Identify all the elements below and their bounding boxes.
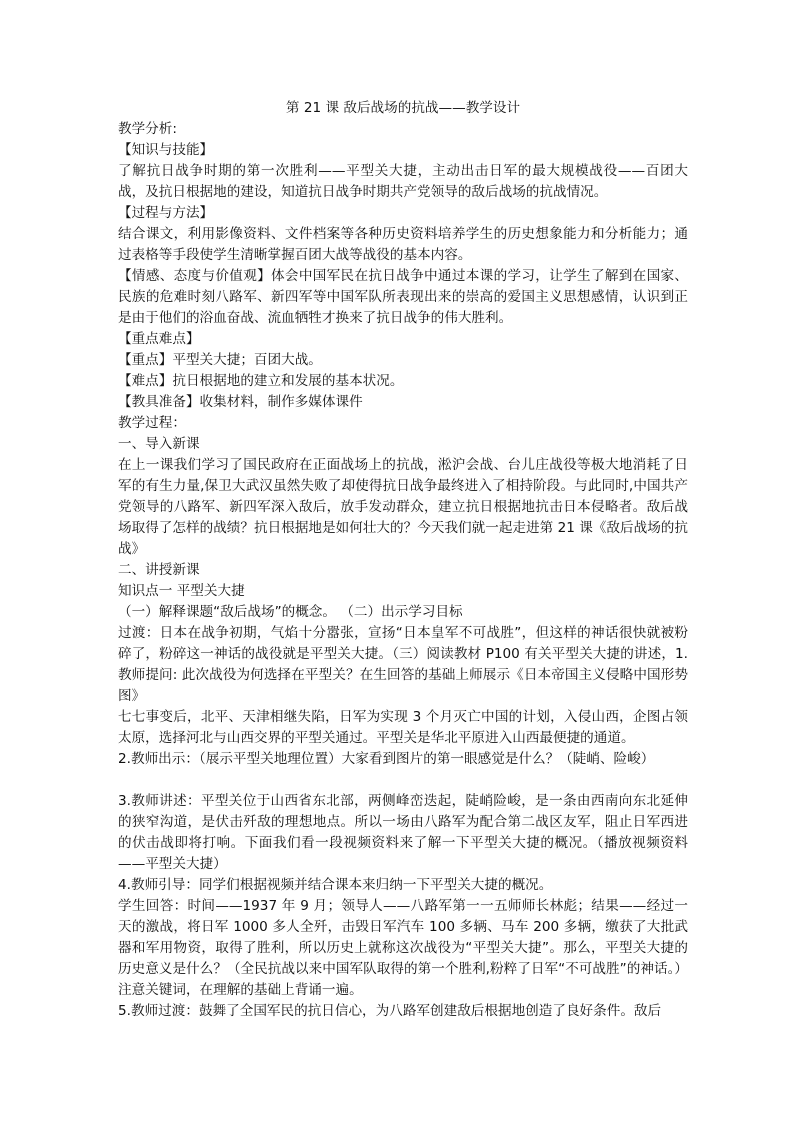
blank-line	[118, 770, 688, 791]
introduction-heading: 一、导入新课	[118, 436, 200, 452]
knowledge-skills-heading: 【知识与技能】	[118, 142, 214, 158]
teacher-guidance-text: 4.教师引导：同学们根据视频并结合课本来归纳一下平型关大捷的概况。	[118, 877, 553, 893]
process-method-heading: 【过程与方法】	[118, 205, 214, 221]
new-lesson-heading: 二、讲授新课	[118, 562, 200, 578]
teaching-analysis-heading: 教学分析:	[118, 121, 177, 137]
teaching-aids-text: 【教具准备】收集材料，制作多媒体课件	[118, 394, 363, 410]
july-seventh-text: 七七事变后，北平、天津相继失陷，日军为实现 3 个月灭亡中国的计划，入侵山西，企图占领太原，选择河北与山西交界的平型关通过。平型关是华北平原进入山西最便捷的通道。	[118, 709, 688, 746]
key-difficulty-heading: 【重点难点】	[118, 331, 200, 347]
difficulty-text: 【难点】抗日根据地的建立和发展的基本状况。	[118, 373, 404, 389]
process-method-text: 结合课文，利用影像资料、文件档案等各种历史资料培养学生的历史想象能力和分析能力；通过表格等手段使学生清晰掌握百团大战等战役的基本内容。	[118, 226, 688, 263]
teacher-narration-text: 3.教师讲述：平型关位于山西省东北部，两侧峰峦迭起，陡峭险峻，是一条由西南向东北延伸的狭窄沟道，是伏击歼敌的理想地点。所以一场由八路军为配合第二战区友军，阻止日军西进的伏击战即将打响。下面我们看一段视频资料来了解一下平型关大捷的概况。（播放视频资料——平型关大捷）	[118, 793, 688, 872]
teacher-transition-text: 5.教师过渡：鼓舞了全国军民的抗日信心，为八路军创建敌后根据地创造了良好条件。敌后	[118, 1003, 662, 1019]
student-answer-text: 学生回答：时间——1937 年 9 月；领导人——八路军第一一五师师长林彪；结果——经过一天的激战，将日军 1000 多人全歼，击毁日军汽车 100 多辆、马车 200 多辆，缴获了大批武器和军用物资，取得了胜利，所以历史上就称这次战役为“平型关大捷”。那么，平型关大捷的历史意义是什么？（全民抗战以来中国军队取得的第一个胜利,粉粹了日军“不可战胜”的神话。）注意关键词，在理解的基础上背诵一遍。	[118, 898, 688, 998]
document-title: 第 21 课 敌后战场的抗战——教学设计	[285, 100, 521, 116]
knowledge-skills-text: 了解抗日战争时期的第一次胜利——平型关大捷，主动出击日军的最大规模战役——百团大战，及抗日根据地的建设，知道抗日战争时期共产党领导的敌后战场的抗战情况。	[118, 163, 688, 200]
knowledge-point-one-heading: 知识点一 平型关大捷	[118, 583, 245, 599]
transition-text: 过渡：日本在战争初期，气焰十分嚣张，宣扬“日本皇军不可战胜”，但这样的神话很快就被粉碎了，粉碎这一神话的战役就是平型关大捷。（三）阅读教材 P100 有关平型关大捷的讲述，1.教师提问: 此次战役为何选择在平型关？在生回答的基础上师展示《日本帝国主义侵略中国形势图》	[118, 625, 688, 704]
teacher-shows-text: 2.教师出示：（展示平型关地理位置）大家看到图片的第一眼感觉是什么？（陡峭、险峻）	[118, 751, 655, 767]
introduction-text: 在上一课我们学习了国民政府在正面战场上的抗战，淞沪会战、台儿庄战役等极大地消耗了日军的有生力量,保卫大武汉虽然失败了却使得抗日战争最终进入了相持阶段。与此同时,中国共产党领导的八路军、新四军深入敌后，放手发动群众，建立抗日根据地抗击日本侵略者。敌后战场取得了怎样的战绩？抗日根据地是如何壮大的？今天我们就一起走进第 21 课《敌后战场的抗战》	[118, 457, 688, 557]
key-points-text: 【重点】平型关大捷；百团大战。	[118, 352, 322, 368]
teaching-process-heading: 教学过程：	[118, 415, 186, 431]
document-page	[118, 98, 688, 1022]
concept-objectives-text: （一）解释课题“敌后战场”的概念。 （二）出示学习目标	[118, 604, 463, 620]
emotion-values-text: 【情感、态度与价值观】体会中国军民在抗日战争中通过本课的学习，让学生了解到在国家、民族的危难时刻八路军、新四军等中国军队所表现出来的崇高的爱国主义思想感情，认识到正是由于他们的浴血奋战、流血牺牲才换来了抗日战争的伟大胜利。	[118, 268, 688, 326]
